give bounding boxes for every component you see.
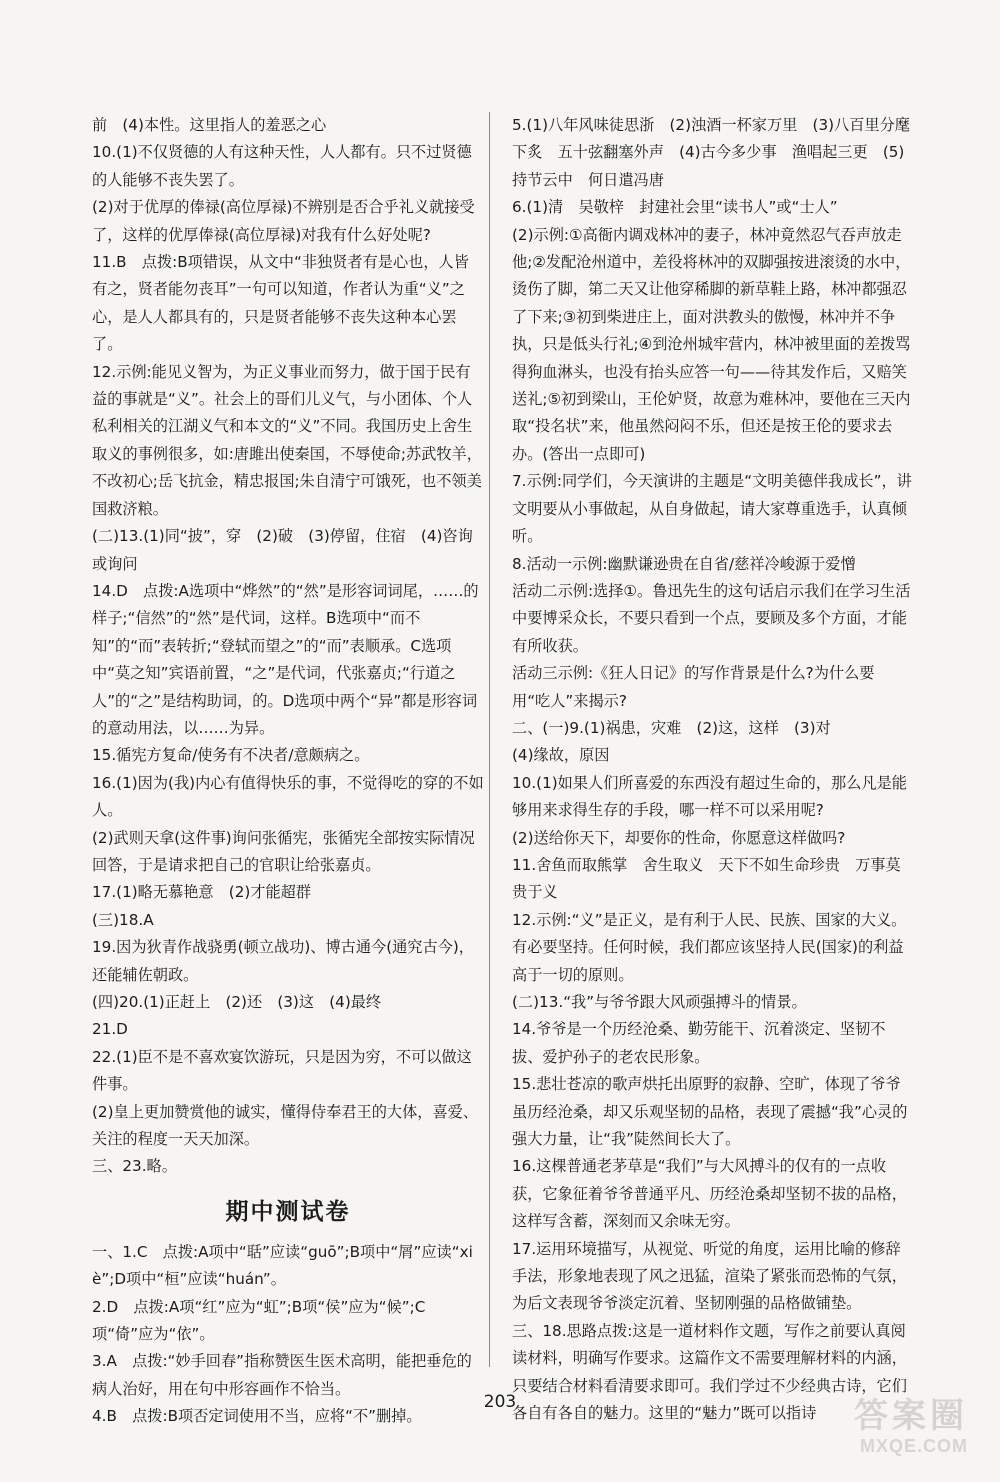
answer-line: 7.示例:同学们，今天演讲的主题是“文明美德伴我成长”，讲文明要从小事做起，从自身做起，请大家尊重选手，认真倾听。	[512, 472, 912, 546]
answer-line: 2.D 点拨:A项“红”应为“虹”;B项“侯”应为“候”;C项“倚”应为“依”。	[92, 1297, 426, 1344]
answer-line: 17.(1)略无慕艳意 (2)才能超群	[92, 883, 312, 902]
answer-line: 活动二示例:选择①。鲁迅先生的这句话启示我们在学习生活中要博采众长，不要只看到一个点，要顾及多个方面，才能有所收获。	[512, 581, 911, 655]
answer-line: (二)13.“我”与爷爷跟大风顽强搏斗的情景。	[512, 993, 807, 1011]
answer-line: (2)武则天拿(这件事)询问张循宪，张循宪全部按实际情况回答，于是请求把自己的官职让给张嘉贞。	[92, 828, 475, 874]
answer-line: (2)皇上更加赞赏他的诚实，懂得侍奉君王的大体，喜爱、关注的程度一天天加深。	[92, 1102, 479, 1149]
answer-line: 10.(1)如果人们所喜爱的东西没有超过生命的，那么凡是能够用来求得生存的手段，哪一样不可以采用呢?	[512, 773, 907, 820]
answer-line: 二、(一)9.(1)祸患，灾难 (2)这，这样 (3)对	[512, 718, 831, 737]
answer-line: 三、23.略。	[92, 1157, 177, 1176]
right-column	[512, 112, 912, 1428]
answer-line: 6.(1)清 吴敬梓 封建社会里“读书人”或“士人”	[512, 198, 838, 217]
watermark-logo	[808, 1396, 968, 1460]
answer-line: (4)缘故，原因	[512, 746, 610, 765]
answer-line: 15.循宪方复命/使务有不决者/意颇病之。	[92, 746, 370, 765]
answer-line: 一、1.C 点拨:A项中“聒”应读“guō”;B项中“屑”应读“xiè”;D项中“桓”应读“huán”。	[92, 1242, 473, 1289]
answer-line: 10.(1)不仅贤德的人有这种天性，人人都有。只不过贤德的人能够不丧失罢了。	[92, 143, 472, 189]
answer-line: 11.B 点拨:B项错误，从文中“非独贤者有是心也，人皆有之，贤者能勿丧耳”一句可以知道，作者认为重“义”之心，是人人都具有的，只是贤者能够不丧失这种本心罢了。	[92, 253, 469, 354]
answer-line: 19.因为狄青作战骁勇(顿立战功)、博古通今(通究古今)，还能辅佐朝政。	[92, 938, 474, 984]
answer-line: 17.运用环境描写，从视觉、听觉的角度，运用比喻的修辞手法，形象地表现了风之迅猛，渲染了紧张而恐怖的气氛，为后文表现爷爷淡定沉着、坚韧刚强的品格做铺垫。	[512, 1239, 907, 1313]
answer-line: 5.(1)八年风味徒思浙 (2)浊酒一杯家万里 (3)八百里分麾下炙 五十弦翻塞外声 (4)古今多少事 渔唱起三更 (5)持节云中 何日遣冯唐	[512, 116, 910, 189]
answer-line: 三、18.思路点拨:这是一道材料作文题，写作之前要认真阅读材料，明确写作要求。这篇作文不需要理解材料的内涵，只要结合材料看清要求即可。我们学过不少经典古诗，它们各自有各自的魅力。这里的“魅力”既可以指诗	[512, 1321, 907, 1423]
answer-line: 活动三示例:《狂人日记》的写作背景是什么?为什么要用“吃人”来揭示?	[512, 664, 875, 710]
answer-line: 16.(1)因为(我)内心有值得快乐的事，不觉得吃的穿的不如人。	[92, 773, 484, 820]
answer-line: 14.爷爷是一个历经沧桑、勤劳能干、沉着淡定、坚韧不拔、爱护孙子的老农民形象。	[512, 1020, 886, 1066]
left-column	[92, 112, 484, 1431]
answer-line: (三)18.A	[92, 910, 154, 929]
answer-line: 3.A 点拨:“妙手回春”指称赞医生医术高明，能把垂危的病人治好，用在句中形容画作不恰当。	[92, 1352, 472, 1398]
watermark-top-text: 答案圈	[854, 1396, 968, 1436]
page-number: 203	[483, 1392, 517, 1412]
answer-line: 8.活动一示例:幽默谦逊贵在自省/慈祥冷峻源于爱憎	[512, 554, 856, 573]
answer-line: 11.舍鱼而取熊掌 舍生取义 天下不如生命珍贵 万事莫贵于义	[512, 855, 901, 902]
answer-line: (四)20.(1)正赶上 (2)还 (3)这 (4)最终	[92, 993, 382, 1011]
answer-line: 21.D	[92, 1020, 128, 1039]
answer-line: (二)13.(1)同“披”，穿 (2)破 (3)停留，住宿 (4)咨询或询问	[92, 527, 473, 573]
answer-line: (2)对于优厚的俸禄(高位厚禄)不辨别是否合乎礼义就接受了，这样的优厚俸禄(高位厚禄)对我有什么好处呢?	[92, 198, 475, 244]
section-heading: 期中测试卷	[225, 1198, 351, 1225]
answer-line: 前 (4)本性。这里指人的羞恶之心	[92, 116, 327, 134]
watermark-bottom-text: MXQE.COM	[859, 1436, 968, 1456]
answer-line: 14.D 点拨:A选项中“烨然”的“然”是形容词词尾，……的样子;“信然”的“然”是代词，这样。B选项中“而不知”的“而”表转折;“登轼而望之”的“而”表顺承。C选项中“莫之知”宾语前置，“之”是代词，代张嘉贞;“行道之人”的“之”是结构助词，的。D选项中两个“异”都是形容词的意动用法，以……为异。	[92, 581, 479, 737]
answer-line: 12.示例:“义”是正义，是有利于人民、民族、国家的大义。有必要坚持。任何时候，我们都应该坚持人民(国家)的利益高于一切的原则。	[512, 910, 907, 984]
answer-line: 16.这棵普通老茅草是“我们”与大风搏斗的仅有的一点收获，它象征着爷爷普通平凡、历经沧桑却坚韧不拔的品格，这样写含蓄，深刻而又余味无穷。	[512, 1157, 907, 1231]
answer-line: 12.示例:能见义智为，为正义事业而努力，做于国于民有益的事就是“义”。社会上的哥们儿义气，与小团体、个人私利相关的江湖义气和本文的“义”不同。我国历史上舍生取义的事例很多，如:唐雎出使秦国，不辱使命;苏武牧羊，不改初心;岳飞抗金，精忠报国;朱自清宁可饿死，也不领美国救济粮。	[92, 362, 482, 518]
answer-line: (2)送给你天下，却要你的性命，你愿意这样做吗?	[512, 828, 846, 847]
column-divider	[489, 112, 490, 1367]
answer-line: 15.悲壮苍凉的歌声烘托出原野的寂静、空旷，体现了爷爷虽历经沧桑，却又乐观坚韧的品格，表现了震撼“我”心灵的强大力量，让“我”陡然间长大了。	[512, 1075, 908, 1149]
answer-line: (2)示例:①高衙内调戏林冲的妻子，林冲竟然忍气吞声放走他;②发配沧州道中，差役将林冲的双脚强按进滚烫的水中，烫伤了脚，第二天又让他穿稀脚的新草鞋上路，林冲都强忍了下来;③初到柴进庄上，面对洪教头的傲慢，林冲并不争执，只是低头行礼;④到沧州城牢营内，林冲被里面的差拨骂得狗血淋头，也没有抬头应答一句——待其发作后，又赔笑送礼;⑤初到梁山，王伦妒贤，故意为难林冲，要他在三天内取“投名状”来，他虽然闷闷不乐，但还是按王伦的要求去办。(答出一点即可)	[512, 225, 911, 463]
answer-line: 4.B 点拨:B项否定词使用不当，应将“不”删掉。	[92, 1407, 422, 1426]
answer-line: 22.(1)臣不是不喜欢宴饮游玩，只是因为穷，不可以做这件事。	[92, 1047, 472, 1094]
